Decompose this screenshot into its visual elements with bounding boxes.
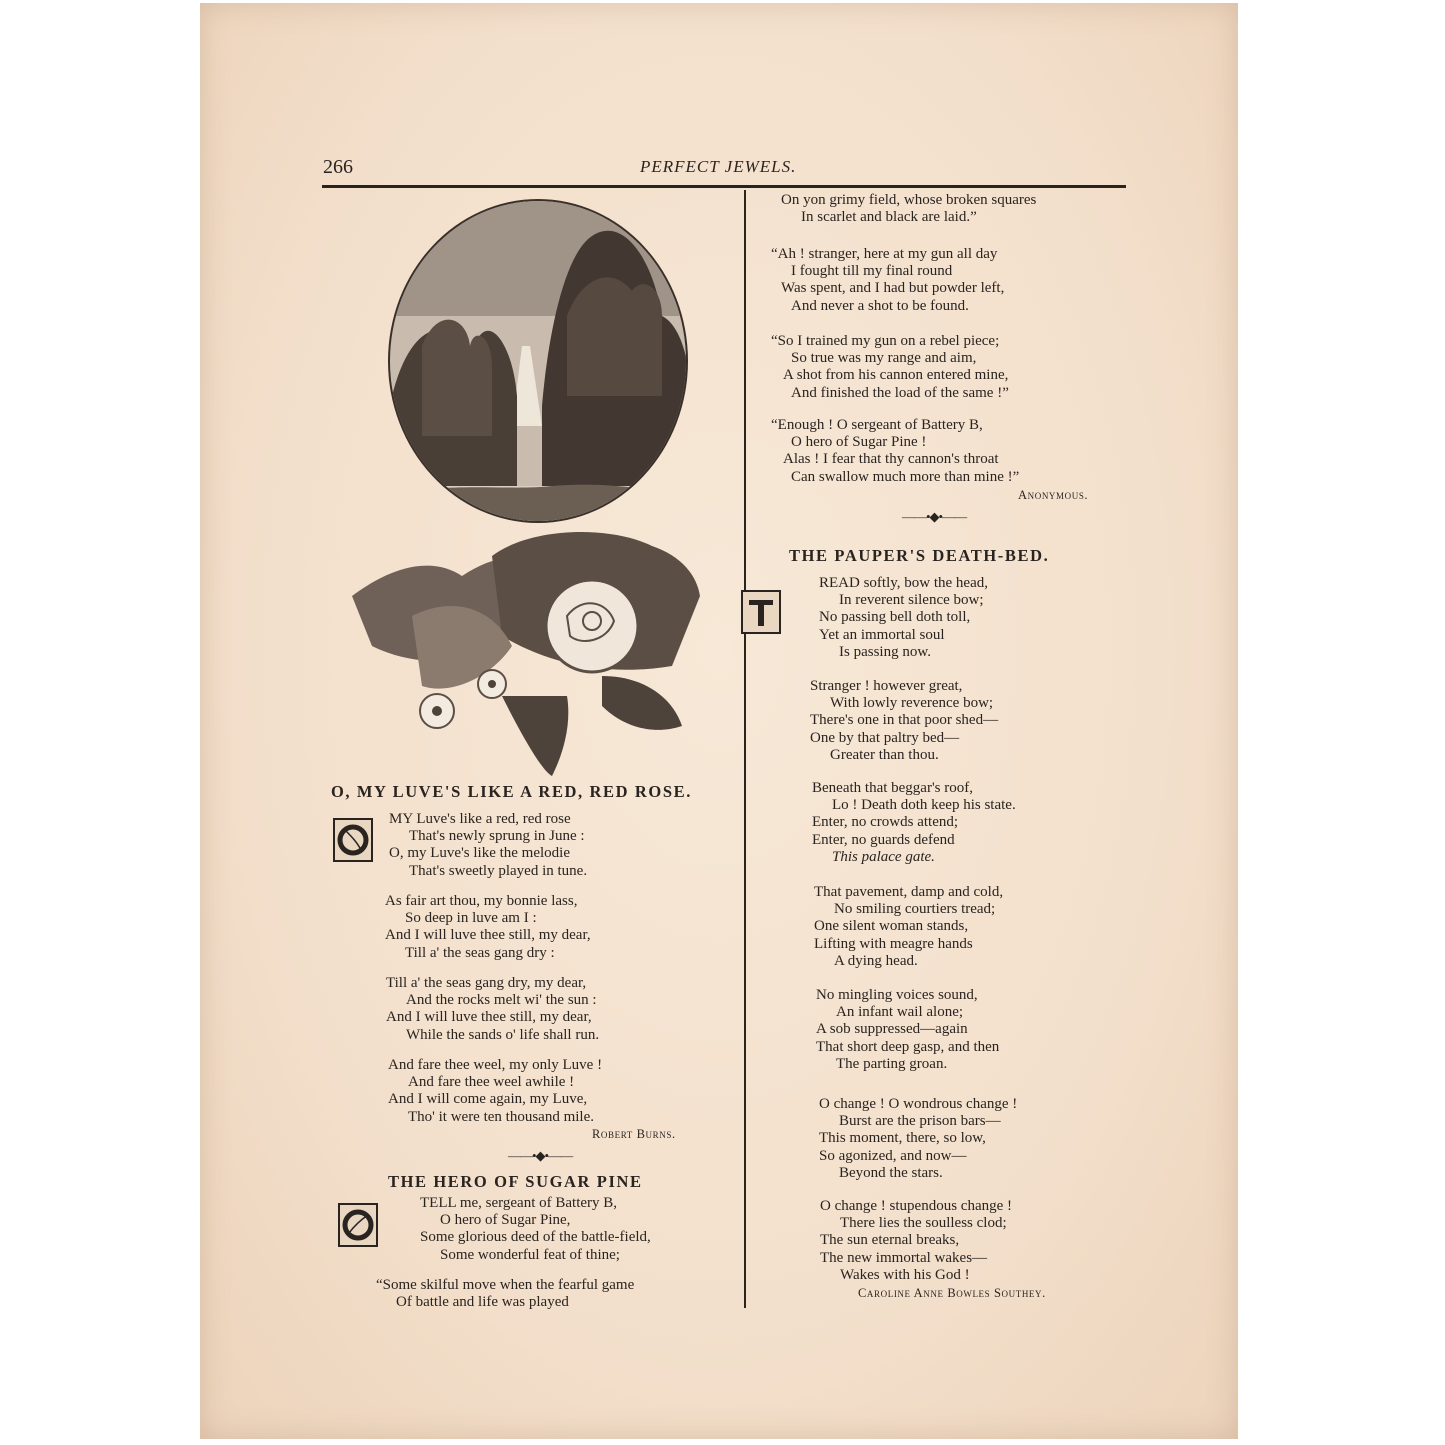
poem3-stanza3: Beneath that beggar's roof, Lo ! Death doth keep his state. Enter, no crowds attend; Enter, no guards defend This palace gate. bbox=[812, 780, 1016, 865]
author-robert-burns: Robert Burns. bbox=[592, 1127, 676, 1141]
poem2-stanza2: “Some skilful move when the fearful game Of battle and life was played bbox=[376, 1277, 635, 1311]
poem3-stanza4: That pavement, damp and cold, No smiling courtiers tread; One silent woman stands, Lifting with meagre hands A dying head. bbox=[814, 884, 1004, 969]
poem1-stanza4: And fare thee weel, my only Luve ! And fare thee weel awhile ! And I will come again, my Luve, Tho' it were ten thousand mile. bbox=[388, 1057, 603, 1125]
poem-title-paupers-death-bed: THE PAUPER'S DEATH-BED. bbox=[789, 546, 1050, 565]
author-anonymous: Anonymous. bbox=[1018, 488, 1089, 502]
poem1-stanza3: Till a' the seas gang dry, my dear, And the rocks melt wi' the sun : And I will luve thee still, my dear, While the sands o' life shall run. bbox=[386, 975, 600, 1043]
engraving-illustration bbox=[352, 196, 700, 778]
poem2-stanza6: “Enough ! O sergeant of Battery B, O hero of Sugar Pine ! Alas ! I fear that thy cannon's throat Can swallow much more than mine !” bbox=[771, 417, 1020, 485]
poem3-stanza6: O change ! O wondrous change ! Burst are the prison bars— This moment, there, so low, So agonized, and now— Beyond the stars. bbox=[819, 1096, 1018, 1181]
illuminated-initial-o bbox=[338, 1203, 378, 1247]
author-caroline-anne-bowles-southey: Caroline Anne Bowles Southey. bbox=[858, 1286, 1046, 1300]
poem2-stanza4: “Ah ! stranger, here at my gun all day I fought till my final round Was spent, and I had but powder left, And never a shot to be found. bbox=[771, 246, 1005, 314]
poem2-stanza1: TELL me, sergeant of Battery B, O hero of Sugar Pine, Some glorious deed of the battle-field, Some wonderful feat of thine; bbox=[420, 1195, 651, 1263]
header-rule bbox=[322, 185, 1126, 188]
oval-landscape-vignette bbox=[382, 196, 700, 536]
illuminated-initial-t bbox=[741, 590, 781, 634]
column-divider bbox=[744, 190, 746, 1308]
page-number: 266 bbox=[323, 156, 353, 178]
poem3-stanza2: Stranger ! however great, With lowly reverence bow; There's one in that poor shed— One by that paltry bed— Greater than thou. bbox=[810, 678, 999, 763]
flowers-and-leaves bbox=[352, 532, 700, 776]
poem2-stanza5: “So I trained my gun on a rebel piece; So true was my range and aim, A shot from his cannon entered mine, And finished the load of the same !” bbox=[771, 333, 1009, 401]
poem2-stanza3: On yon grimy field, whose broken squares In scarlet and black are laid.” bbox=[781, 192, 1037, 226]
ornament-divider: ——•◆•—— bbox=[508, 1148, 573, 1163]
running-title: PERFECT JEWELS. bbox=[640, 157, 797, 176]
poem-title-red-red-rose: O, MY LUVE'S LIKE A RED, RED ROSE. bbox=[331, 782, 692, 801]
poem3-stanza5: No mingling voices sound, An infant wail alone; A sob suppressed—again That short deep gasp, and then The parting groan. bbox=[816, 987, 1000, 1072]
poem3-stanza7: O change ! stupendous change ! There lies the soulless clod; The sun eternal breaks, The new immortal wakes— Wakes with his God ! bbox=[820, 1198, 1013, 1283]
ornament-divider: ——•◆•—— bbox=[902, 509, 967, 524]
poem1-stanza1: MY Luve's like a red, red rose That's newly sprung in June : O, my Luve's like the melodie That's sweetly played in tune. bbox=[389, 811, 588, 879]
poem1-stanza2: As fair art thou, my bonnie lass, So deep in luve am I : And I will luve thee still, my dear, Till a' the seas gang dry : bbox=[385, 893, 591, 961]
poem3-stanza1: READ softly, bow the head, In reverent silence bow; No passing bell doth toll, Yet an immortal soul Is passing now. bbox=[819, 575, 988, 660]
poem-title-hero-of-sugar-pine: THE HERO OF SUGAR PINE bbox=[388, 1172, 643, 1191]
illuminated-initial-o bbox=[333, 818, 373, 862]
